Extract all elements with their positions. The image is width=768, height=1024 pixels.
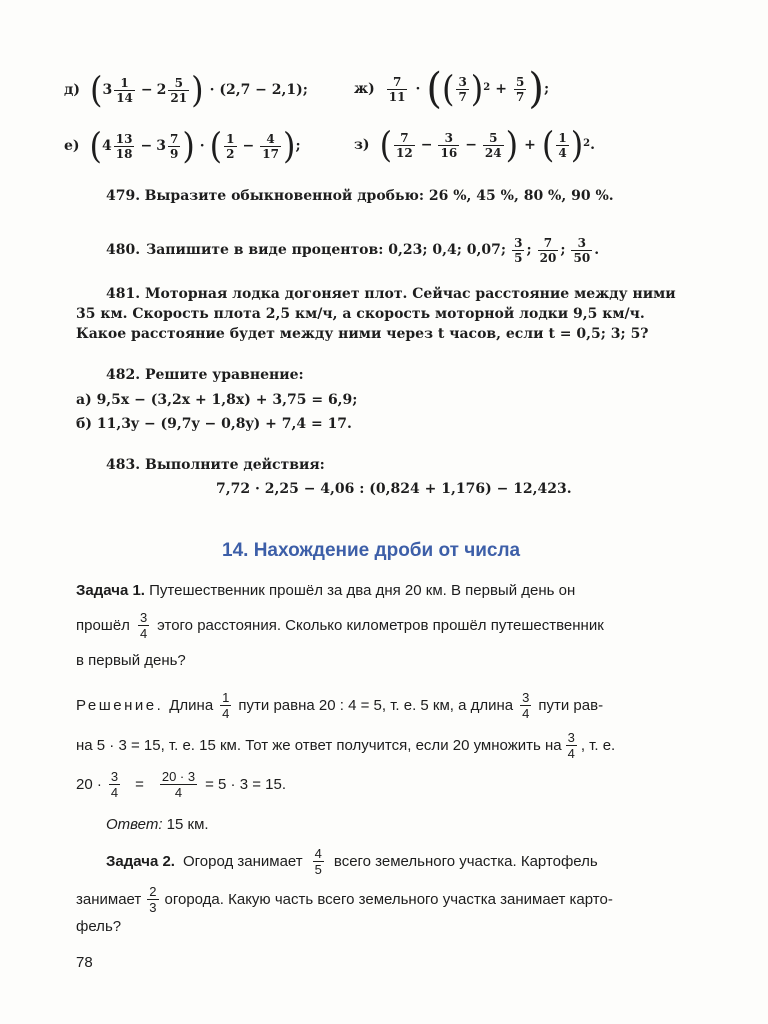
exercise-482-a: а) 9,5x − (3,2x + 1,8x) + 3,75 = 6,9; [76,392,358,408]
exercise-481-line1: 481. Моторная лодка догоняет плот. Сейчас расстояние между ними [106,286,676,302]
solution-line3: 20 · $\frac{3}{4}$ = $\frac{20 \cdot 3}{4}$ = 5 · 3 = 15. [76,768,286,800]
problem-e: е) ( 4 $\frac{13}{18}$ − 3 $\frac{7}{9}$ ) · ( $\frac{1}{2}$ − $\frac{4}{17}$ ) ; [64,125,301,167]
problem-zh: ж) $\frac{7}{11}$ · ( ( $\frac{3}{7}$ ) 2 + $\frac{5}{7}$ ) ; [354,64,550,114]
task2-line2: занимает $\frac{2}{3}$ огорода. Какую часть всего земельного участка занимает карто- [76,883,613,915]
task1-line2: прошёл $\frac{3}{4}$ этого расстояния. Сколько километров прошёл путешественник [76,609,604,641]
page-number: 78 [76,954,93,971]
solution-line1: Решение. Длина $\frac{1}{4}$ пути равна 20 : 4 = 5, т. е. 5 км, а длина $\frac{3}{4}$ пути рав- [76,689,604,721]
exercise-479: 479. Выразите обыкновенной дробью: 26 %, 45 %, 80 %, 90 %. [106,188,614,204]
exercise-482-title: 482. Решите уравнение: [106,367,304,383]
task1-line1: Задача 1. Путешественник прошёл за два дня 20 км. В первый день он [76,582,576,599]
exercise-481-line2: 35 км. Скорость плота 2,5 км/ч, а скорость моторной лодки 9,5 км/ч. [76,306,645,322]
solution-answer: Ответ: 15 км. [106,816,209,833]
task2-line3: фель? [76,918,122,935]
section-title: 14. Нахождение дроби от числа [222,540,521,561]
problem-d: д) ( 3 $\frac{1}{14}$ − 2 $\frac{5}{21}$ ) · (2,7 − 2,1); [64,69,308,111]
problem-z: з) ( $\frac{7}{12}$ − $\frac{3}{16}$ − $\frac{5}{24}$ ) + ( $\frac{1}{4}$ ) 2 . [354,124,596,166]
exercise-482-b: б) 11,3y − (9,7y − 0,8y) + 7,4 = 17. [76,416,352,432]
exercise-483-expr: 7,72 · 2,25 − 4,06 : (0,824 + 1,176) − 12,423. [216,481,572,497]
solution-line2: на 5 · 3 = 15, т. е. 15 км. Тот же ответ получится, если 20 умножить на $\frac{3}{4}$ , т. е. [76,729,616,761]
exercise-483-title: 483. Выполните действия: [106,457,325,473]
exercise-481-line3: Какое расстояние будет между ними через t часов, если t = 0,5; 3; 5? [76,326,649,342]
problem-d-label: д) [64,82,80,98]
task1-line3: в первый день? [76,652,186,669]
exercise-480: 480. Запишите в виде процентов: 0,23; 0,4; 0,07; $\frac{3}{5}$ ; $\frac{7}{20}$ ; $\frac{3}{50}$ . [106,235,600,265]
task2-line1: Задача 2. Огород занимает $\frac{4}{5}$ всего земельного участка. Картофель [106,845,598,877]
